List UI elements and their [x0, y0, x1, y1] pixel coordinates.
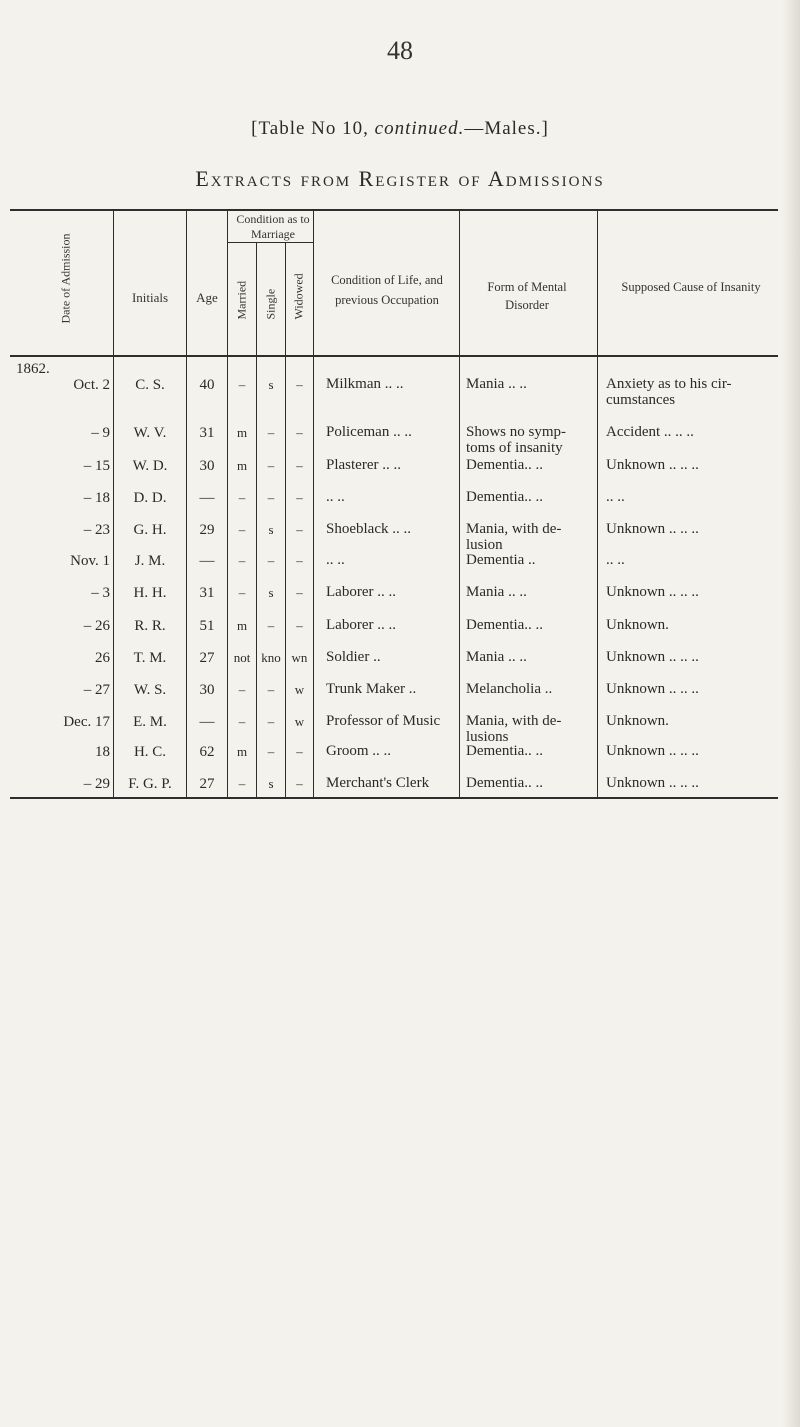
- header-cause: Supposed Cause of Insanity: [621, 280, 761, 294]
- cell-disorder: Mania .. ..: [466, 376, 527, 392]
- cell-disorder: Dementia.. ..: [466, 775, 544, 791]
- cell-date: – 9: [91, 425, 110, 441]
- cell-single: –: [267, 490, 275, 505]
- cell-age: 40: [199, 377, 215, 393]
- cell-cause: Anxiety as to his cir- cumstances: [606, 376, 732, 408]
- cell-initials: C. S.: [135, 377, 165, 393]
- cell-initials: W. D.: [132, 458, 168, 474]
- cell-cause: Unknown .. .. ..: [606, 743, 699, 759]
- cell-cause: Unknown .. .. ..: [606, 775, 699, 791]
- cell-widowed: w: [294, 682, 305, 697]
- cell-married: not: [233, 650, 251, 665]
- cell-cause: .. ..: [606, 552, 625, 568]
- cell-age: 30: [199, 458, 215, 474]
- cell-occupation: Shoeblack .. ..: [326, 521, 411, 537]
- cell-age: 31: [199, 425, 215, 441]
- cell-disorder: Melancholia ..: [466, 681, 553, 697]
- cell-single: –: [267, 553, 275, 568]
- cell-married: –: [238, 682, 246, 697]
- cell-age: 30: [199, 682, 215, 698]
- cell-married: m: [236, 425, 248, 440]
- cell-initials: F. G. P.: [128, 776, 172, 792]
- cell-cause: Unknown.: [606, 617, 669, 633]
- caption-prefix: [Table No 10,: [251, 118, 375, 139]
- cell-disorder: Shows no symp- toms of insanity: [466, 424, 567, 456]
- cell-married: –: [238, 522, 246, 537]
- cell-initials: W. S.: [133, 682, 167, 698]
- header-date: Date of Admission: [58, 233, 73, 324]
- cell-occupation: Professor of Music: [326, 713, 441, 729]
- page-title: Extracts from Register of Admissions: [195, 166, 605, 191]
- page-edge-shadow: [782, 0, 800, 1427]
- cell-occupation: Merchant's Clerk: [326, 775, 430, 791]
- cell-cause: Unknown .. .. ..: [606, 649, 699, 665]
- cell-widowed: –: [296, 553, 303, 568]
- cell-occupation: Plasterer .. ..: [326, 457, 401, 473]
- cell-date: Dec. 17: [63, 714, 110, 730]
- col-rule-7: [459, 209, 460, 799]
- cell-date: – 29: [83, 776, 110, 792]
- page-number: 48: [387, 36, 413, 65]
- cell-married: –: [238, 585, 246, 600]
- header-age: Age: [196, 290, 218, 305]
- cell-disorder: Mania, with de- lusion: [466, 521, 562, 553]
- header-bottom-rule: [10, 355, 778, 357]
- cell-age: 27: [199, 776, 215, 792]
- cell-cause: Accident .. .. ..: [606, 424, 694, 440]
- cell-date: 26: [95, 650, 110, 666]
- table-bottom-rule: [10, 797, 778, 799]
- cell-single: –: [267, 744, 275, 759]
- header-widowed: Widowed: [291, 273, 306, 320]
- marriage-subheader-rule: [228, 242, 314, 243]
- cell-disorder: Mania .. ..: [466, 584, 527, 600]
- cell-age: 29: [199, 522, 215, 538]
- cell-occupation: .. ..: [326, 552, 345, 568]
- cell-initials: G. H.: [133, 522, 167, 538]
- cell-widowed: –: [296, 522, 303, 537]
- cell-disorder: Dementia.. ..: [466, 489, 544, 505]
- cell-widowed: –: [296, 425, 303, 440]
- cell-date: Oct. 2: [73, 377, 110, 393]
- cell-age: 27: [199, 650, 215, 666]
- cell-occupation: Soldier ..: [326, 649, 381, 665]
- cell-widowed: –: [296, 776, 303, 791]
- cell-initials: J. M.: [134, 553, 166, 569]
- cell-disorder: Dementia ..: [466, 552, 536, 568]
- cell-married: –: [238, 490, 246, 505]
- cell-married: –: [238, 377, 246, 392]
- year-label: 1862.: [16, 361, 50, 377]
- cell-married: m: [236, 458, 248, 473]
- header-condition-life: Condition of Life, and previous Occupation: [331, 273, 443, 307]
- header-condition-marriage: Condition as to Marriage: [236, 212, 310, 241]
- cell-date: – 3: [91, 585, 110, 601]
- cell-widowed: –: [296, 744, 303, 759]
- cell-married: –: [238, 776, 246, 791]
- cell-married: –: [238, 553, 246, 568]
- table-top-rule: [10, 209, 778, 211]
- header-form-disorder: Form of Mental Disorder: [487, 280, 567, 312]
- cell-cause: .. ..: [606, 489, 625, 505]
- cell-occupation: Trunk Maker ..: [326, 681, 417, 697]
- cell-widowed: –: [296, 585, 303, 600]
- cell-age: —: [199, 553, 215, 569]
- cell-initials: W. V.: [133, 425, 167, 441]
- cell-married: m: [236, 744, 248, 759]
- cell-widowed: –: [296, 377, 303, 392]
- cell-single: –: [267, 618, 275, 633]
- cell-initials: H. C.: [133, 744, 167, 760]
- cell-date: – 23: [83, 522, 110, 538]
- cell-cause: Unknown .. .. ..: [606, 681, 699, 697]
- cell-disorder: Dementia.. ..: [466, 457, 544, 473]
- cell-single: –: [267, 458, 275, 473]
- cell-age: —: [199, 714, 215, 730]
- cell-single: –: [267, 714, 275, 729]
- cell-disorder: Dementia.. ..: [466, 617, 544, 633]
- cell-age: —: [199, 490, 215, 506]
- cell-disorder: Mania .. ..: [466, 649, 527, 665]
- cell-single: s: [268, 522, 274, 537]
- cell-single: –: [267, 425, 275, 440]
- cell-age: 31: [199, 585, 215, 601]
- cell-widowed: w: [294, 714, 305, 729]
- cell-cause: Unknown .. .. ..: [606, 457, 699, 473]
- header-initials: Initials: [131, 290, 169, 305]
- cell-initials: E. M.: [133, 714, 167, 730]
- cell-disorder: Dementia.. ..: [466, 743, 544, 759]
- cell-date: – 15: [83, 458, 110, 474]
- col-rule-6: [313, 209, 314, 799]
- cell-widowed: –: [296, 618, 303, 633]
- cell-married: m: [236, 618, 248, 633]
- cell-widowed: –: [296, 490, 303, 505]
- col-rule-8: [597, 209, 598, 799]
- cell-date: – 18: [83, 490, 110, 506]
- cell-single: s: [268, 585, 274, 600]
- caption-suffix: —Males.]: [464, 118, 549, 139]
- cell-married: –: [238, 714, 246, 729]
- cell-occupation: .. ..: [326, 489, 345, 505]
- cell-initials: R. R.: [134, 618, 166, 634]
- cell-initials: T. M.: [133, 650, 167, 666]
- cell-date: – 27: [83, 682, 110, 698]
- cell-date: Nov. 1: [70, 553, 110, 569]
- cell-occupation: Laborer .. ..: [326, 617, 396, 633]
- cell-single: –: [267, 682, 275, 697]
- header-single: Single: [263, 288, 278, 320]
- cell-widowed: wn: [291, 650, 308, 665]
- header-married: Married: [234, 280, 249, 320]
- cell-single: s: [268, 776, 274, 791]
- cell-date: – 26: [83, 618, 110, 634]
- cell-disorder: Mania, with de- lusions: [466, 713, 562, 745]
- cell-single: kno: [261, 650, 281, 665]
- cell-occupation: Policeman .. ..: [326, 424, 412, 440]
- cell-age: 51: [199, 618, 215, 634]
- cell-cause: Unknown.: [606, 713, 669, 729]
- cell-cause: Unknown .. .. ..: [606, 521, 699, 537]
- cell-single: s: [268, 377, 274, 392]
- cell-occupation: Groom .. ..: [326, 743, 391, 759]
- cell-initials: D. D.: [133, 490, 167, 506]
- cell-cause: Unknown .. .. ..: [606, 584, 699, 600]
- cell-widowed: –: [296, 458, 303, 473]
- cell-initials: H. H.: [133, 585, 167, 601]
- cell-age: 62: [199, 744, 215, 760]
- cell-occupation: Laborer .. ..: [326, 584, 396, 600]
- caption-continued: continued.: [374, 118, 465, 139]
- cell-occupation: Milkman .. ..: [326, 376, 404, 392]
- cell-date: 18: [95, 744, 110, 760]
